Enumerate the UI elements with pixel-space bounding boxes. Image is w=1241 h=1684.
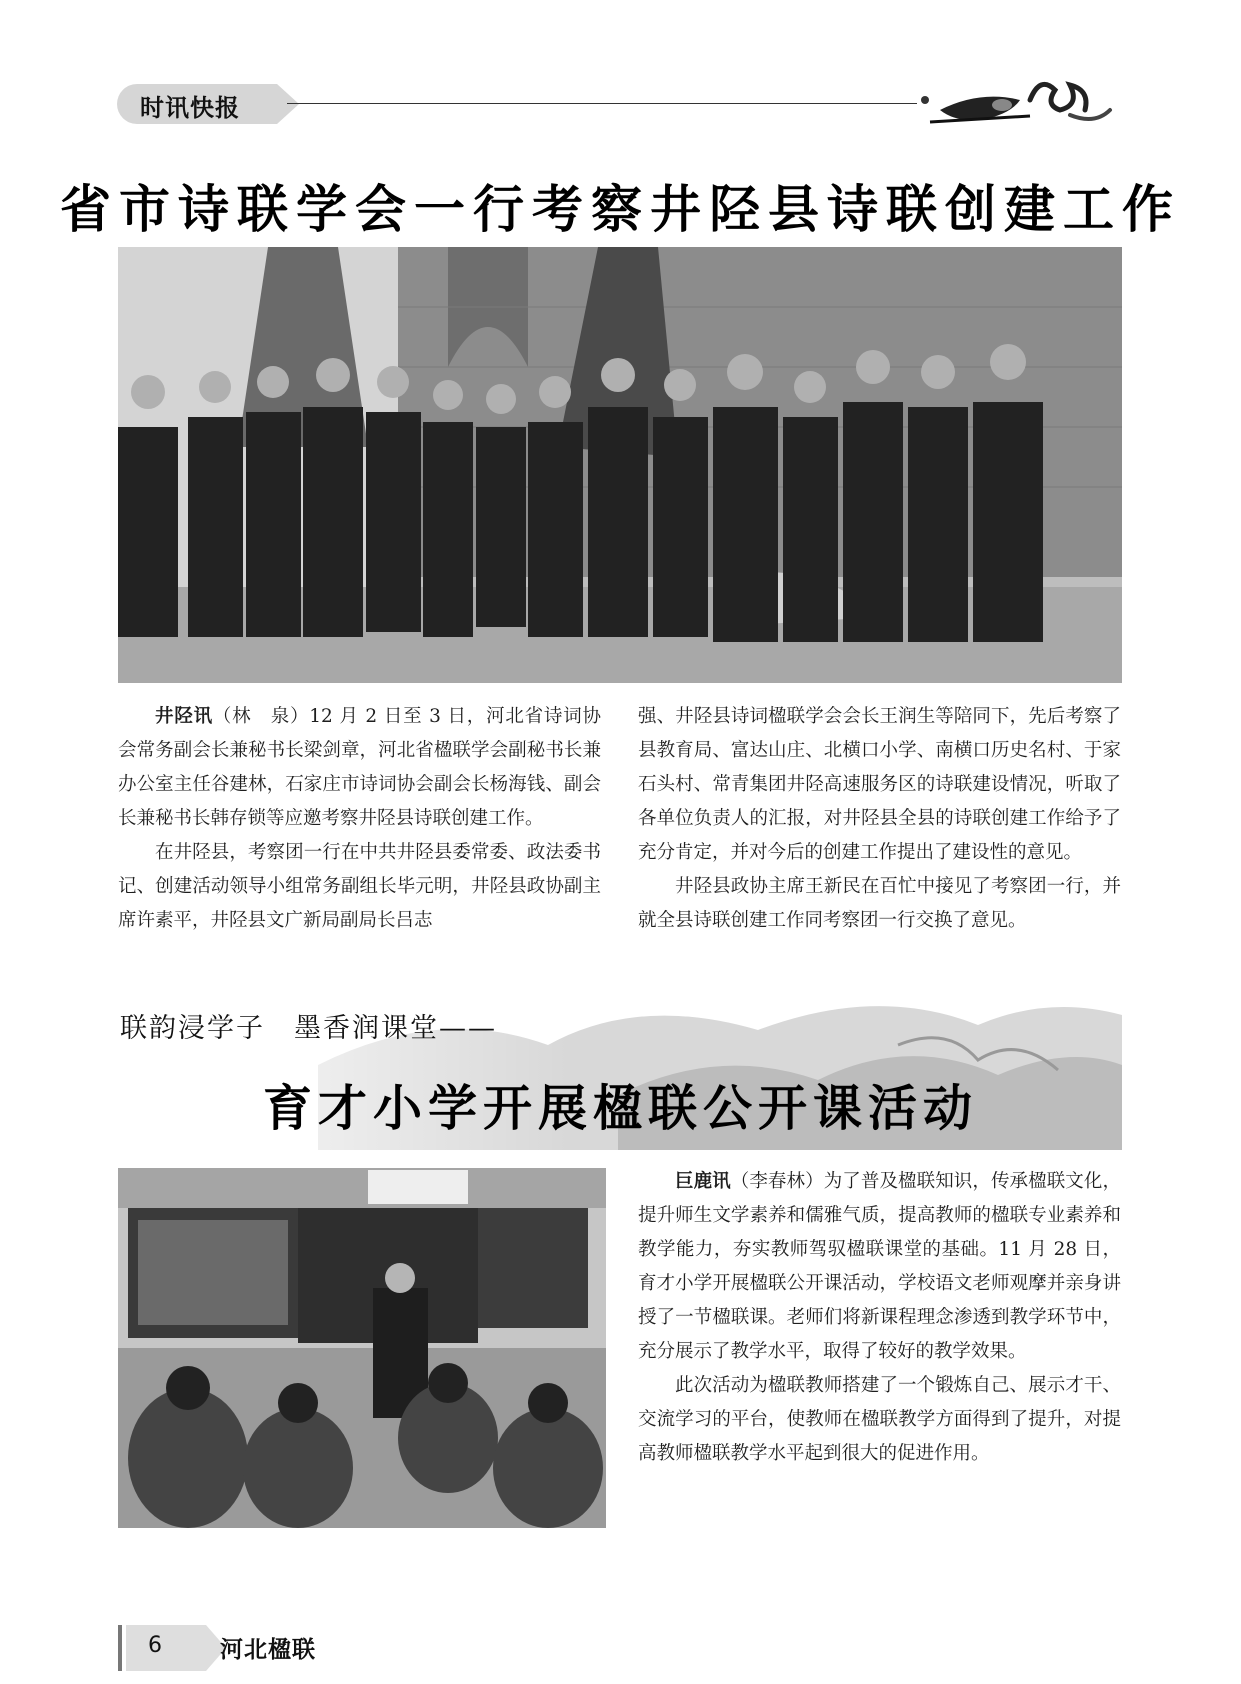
article2-byline: （李春林） [730,1171,824,1192]
group-photo-illustration [118,247,1122,683]
classroom-photo-illustration [118,1168,606,1528]
article2-paragraph: 巨鹿讯（李春林）为了普及楹联知识，传承楹联文化，提升师生文学素养和儒雅气质，提高教师的楹联专业素养和教学能力，夯实教师驾驭楹联课堂的基础。11 月 28 日，育才小学开展楹联公开课活动，学校语文老师观摩并亲身讲授了一节楹联课。老师们将新课程理念渗透到教学环节中，充分展示了教学水平，取得了较好的教学效果。 [638,1171,1121,1362]
article2-subtitle: 联韵浸学子 墨香润课堂—— [120,1013,497,1044]
article1-paragraph: 井陉讯（林 泉）12 月 2 日至 3 日，河北省诗词协会常务副会长兼秘书长梁剑章，河北省楹联学会副秘书长兼办公室主任谷建林，石家庄市诗词协会副会长杨海钱、副会长兼秘书长韩存锁等应邀考察井陉县诗联创建工作。 [118,706,601,829]
article1-paragraph: 在井陉县，考察团一行在中共井陉县委常委、政法委书记、创建活动领导小组常务副组长毕元明，井陉县政协副主席许素平，井陉县文广新局副局长吕志 [118,842,601,931]
article2-title: 育才小学开展楹联公开课活动 [262,1079,978,1137]
group-photo [118,247,1122,683]
article1-title: 省市诗联学会一行考察井陉县诗联创建工作 [60,181,1182,240]
article2-dateline: 巨鹿讯 [675,1171,731,1192]
article2-column [638,1165,1121,1471]
article1-paragraph: 强、井陉县诗词楹联学会会长王润生等陪同下，先后考察了县教育局、富达山庄、北横口小学、南横口历史名村、于家石头村、常青集团井陉高速服务区的诗联建设情况，听取了各单位负责人的汇报，对井陉县全县的诗联创建工作给予了充分肯定，并对今后的创建工作提出了建设性的意见。 [638,706,1121,863]
header-rule [287,103,917,104]
article1-column-right [638,700,1121,938]
article1-column-left [118,700,601,938]
article1-byline: （林 泉） [212,706,310,727]
publication-name: 河北楹联 [220,1637,316,1663]
article2-paragraph: 此次活动为楹联教师搭建了一个锻炼自己、展示才干、交流学习的平台，使教师在楹联教学方面得到了提升，对提高教师楹联教学水平起到很大的促进作用。 [638,1375,1121,1464]
footer-tab [126,1625,206,1671]
classroom-photo [118,1168,606,1528]
section-label: 时讯快报 [140,94,240,122]
article1-paragraph: 井陉县政协主席王新民在百忙中接见了考察团一行，并就全县诗联创建工作同考察团一行交换了意见。 [638,876,1121,931]
page-number: 6 [148,1633,162,1658]
footer-bar [118,1625,122,1671]
article1-dateline: 井陉讯 [155,706,213,727]
ink-stone-brush-ornament-icon [920,70,1120,140]
